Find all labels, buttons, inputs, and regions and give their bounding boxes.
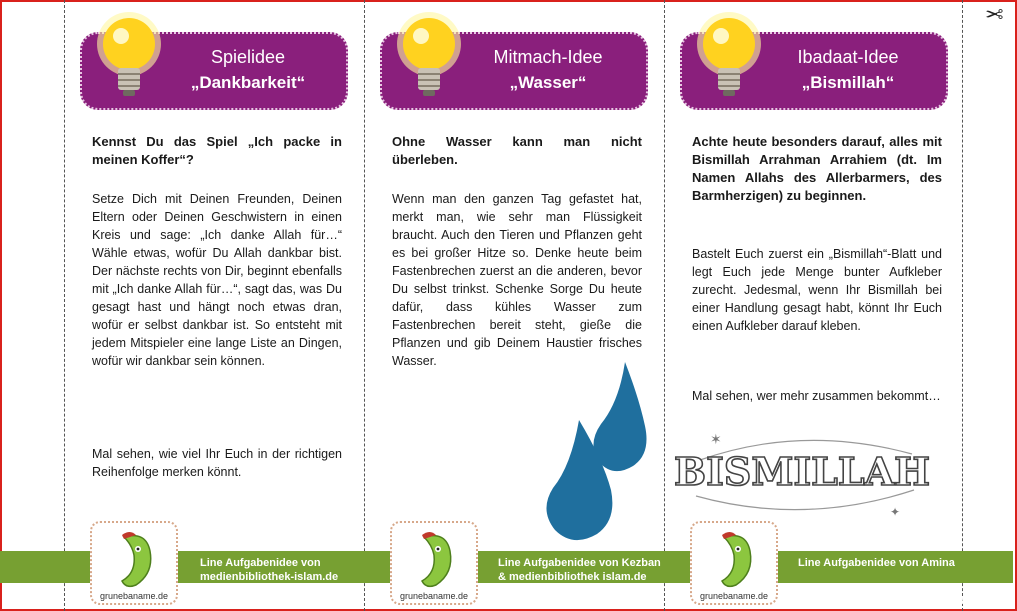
cut-line xyxy=(962,0,963,611)
site-logo xyxy=(90,521,178,605)
card-title: „Dankbarkeit“ xyxy=(190,73,306,92)
logo-text: grunebaname.de xyxy=(99,591,169,601)
card-title: „Bismillah“ xyxy=(801,73,895,92)
cut-line xyxy=(364,0,365,611)
card-credit xyxy=(200,556,338,584)
bismillah-lettering: BISMILLAH xyxy=(674,449,930,494)
idea-card-1 xyxy=(66,0,361,611)
credit-line: medienbibliothek-islam.de xyxy=(200,571,339,583)
scissors-icon: ✂ xyxy=(984,0,1003,25)
logo-text: grunebaname.de xyxy=(699,591,769,601)
lightbulb-icon xyxy=(391,8,467,108)
watermark: Arbeitsblatt Ramadan Grundschule xyxy=(839,595,1011,607)
card-kind: Mitmach-Idee xyxy=(493,47,603,67)
card-paragraph: Bastelt Euch zuerst ein „Bismillah“-Blatt und legt Euch jede Menge bunter Aufkleber zurecht. Jedesmal, wenn Ihr Bismillah bei einer Handlung gesagt habt, könnt Ihr Euch einen Aufkleber darauf kleben. xyxy=(692,247,942,333)
water-drops-icon xyxy=(545,362,660,547)
logo-text: grunebaname.de xyxy=(399,591,469,601)
card-intro: Ohne Wasser kann man nicht überleben. xyxy=(392,134,642,167)
card-title: „Wasser“ xyxy=(509,73,587,92)
credit-line: & medienbibliothek islam.de xyxy=(498,571,647,583)
banana-mascot-icon xyxy=(106,527,164,591)
card-paragraph: Mal sehen, wer mehr zusammen bekommt… xyxy=(692,389,941,403)
credit-line: Line Aufgabenidee von Kezban xyxy=(498,557,661,569)
bismillah-artwork xyxy=(674,430,930,525)
banana-mascot-icon xyxy=(706,527,764,591)
card-paragraph: Wenn man den ganzen Tag gefastet hat, merkt man, wie sehr man Flüssigkeit braucht. Auch den Tieren und Pflanzen geht es bei großer Hitze so. Denke heute beim Fastenbrechen zuerst an die anderen, bevor Du selbst trinkst. Schenke Sorge Du heute dafür, dass kühles Wasser zum Fastenbrechen bereit steht, gieße die Pflanzen und gib Deinem Haustier frisches Wasser. xyxy=(392,192,642,368)
lightbulb-icon xyxy=(91,8,167,108)
credit-line: Line Aufgabenidee von Amina xyxy=(798,557,955,569)
card-paragraph: Mal sehen, wie viel Ihr Euch in der richtigen Reihenfolge merken könnt. xyxy=(92,447,342,479)
credit-line: Line Aufgabenidee von xyxy=(200,557,321,569)
banana-mascot-icon xyxy=(406,527,464,591)
card-kind: Spielidee xyxy=(210,47,286,67)
site-logo xyxy=(390,521,478,605)
cut-line xyxy=(664,0,665,611)
card-kind: Ibadaat-Idee xyxy=(797,47,899,67)
card-intro: Achte heute besonders darauf, alles mit Bismillah Arrahman Arrahiem (dt. Im Namen Allahs des Allerbarmers, des Barmherzigen) zu beginnen. xyxy=(692,134,942,203)
svg-text:✶: ✶ xyxy=(710,432,722,448)
card-paragraph: Setze Dich mit Deinen Freunden, Deinen Eltern oder Deinen Geschwistern in einen Kreis und sage: „Ich danke Allah für…“ Wähle etwas, wofür Du Allah dankbar bist. Der nächste rechts von Dir, beginnt ebenfalls mit „Ich danke Allah für…“, sagt das, was Du gesagt hast und hängt noch etwas dran, wofür er selbst dankbar ist. So entsteht mit jedem Mitspieler eine lange Liste an Dingen, wofür wir dankbar sein können. xyxy=(92,192,342,368)
cut-line xyxy=(64,0,65,611)
site-logo xyxy=(690,521,778,605)
card-credit xyxy=(498,556,661,584)
svg-text:✦: ✦ xyxy=(890,505,901,519)
card-intro: Kennst Du das Spiel „Ich packe in meinen Koffer“? xyxy=(92,134,342,167)
lightbulb-icon xyxy=(691,8,767,108)
card-credit xyxy=(798,556,955,570)
